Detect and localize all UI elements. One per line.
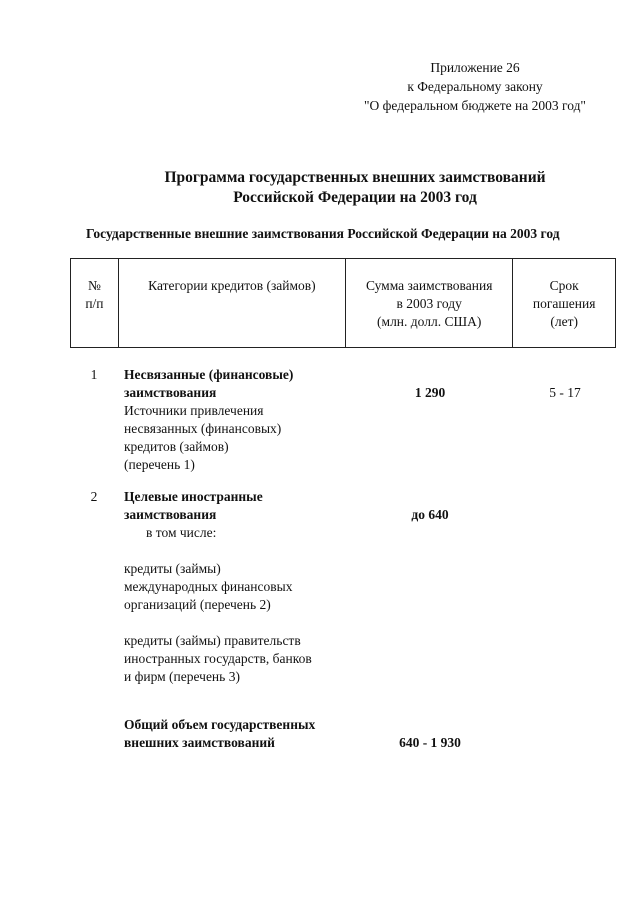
- row-sum: 1 290: [414, 385, 446, 400]
- row-category-title-1: Целевые иностранные: [124, 489, 263, 504]
- row-group1-line-1: кредиты (займы): [124, 561, 221, 576]
- row-category-text-4: (перечень 1): [124, 457, 195, 472]
- appendix-law-ref: к Федеральному закону: [407, 79, 543, 94]
- row-number: 2: [90, 489, 98, 504]
- page-title-line-1: Программа государственных внешних заимствований: [164, 169, 546, 186]
- row-group2-line-3: и фирм (перечень 3): [124, 669, 240, 684]
- header-number-sign: №: [87, 278, 101, 293]
- table-caption: Государственные внешние заимствования Российской Федерации на 2003 год: [86, 226, 560, 241]
- row-including-label: в том числе:: [146, 525, 217, 540]
- header-category-column: [119, 259, 346, 347]
- table-header: [70, 258, 616, 348]
- row-category-title-2: заимствования: [124, 385, 217, 400]
- row-sum: до 640: [411, 507, 449, 522]
- total-sum: 640 - 1 930: [399, 735, 461, 750]
- row-category-text-2: несвязанных (финансовых): [124, 421, 282, 436]
- row-term: 5 - 17: [549, 385, 581, 400]
- row-category-text-3: кредитов (займов): [124, 439, 229, 454]
- row-group1-line-3: организаций (перечень 2): [124, 597, 271, 612]
- header-number-abbr: п/п: [85, 296, 104, 311]
- row-category-text-1: Источники привлечения: [124, 403, 264, 418]
- row-category-title-2: заимствования: [124, 507, 217, 522]
- header-term-line-1: Срок: [549, 278, 579, 293]
- total-label-line-1: Общий объем государственных: [124, 717, 316, 732]
- header-term-line-2: погашения: [532, 296, 596, 311]
- row-category: [124, 488, 354, 686]
- appendix-law-title: "О федеральном бюджете на 2003 год": [364, 98, 586, 113]
- page-title: [60, 168, 640, 208]
- header-number-column: [71, 259, 119, 347]
- row-group1-line-2: международных финансовых: [124, 579, 293, 594]
- row-group2-line-1: кредиты (займы) правительств: [124, 633, 301, 648]
- page-title-line-2: Российской Федерации на 2003 год: [233, 189, 477, 206]
- header-sum-column: [346, 259, 513, 347]
- appendix-number: Приложение 26: [430, 60, 520, 75]
- header-term-line-3: (лет): [550, 314, 578, 329]
- row-group2-line-2: иностранных государств, банков: [124, 651, 312, 666]
- header-term-column: [513, 259, 615, 347]
- row-category-title-1: Несвязанные (финансовые): [124, 367, 294, 382]
- row-category: [124, 366, 354, 474]
- header-sum-line-3: (млн. долл. США): [377, 314, 482, 329]
- appendix-reference: [330, 58, 620, 115]
- header-category-label: Категории кредитов (займов): [148, 278, 316, 293]
- row-number: 1: [90, 367, 98, 382]
- total-label: [124, 716, 354, 752]
- total-label-line-2: внешних заимствований: [124, 735, 275, 750]
- header-sum-line-2: в 2003 году: [396, 296, 462, 311]
- header-sum-line-1: Сумма заимствования: [365, 278, 493, 293]
